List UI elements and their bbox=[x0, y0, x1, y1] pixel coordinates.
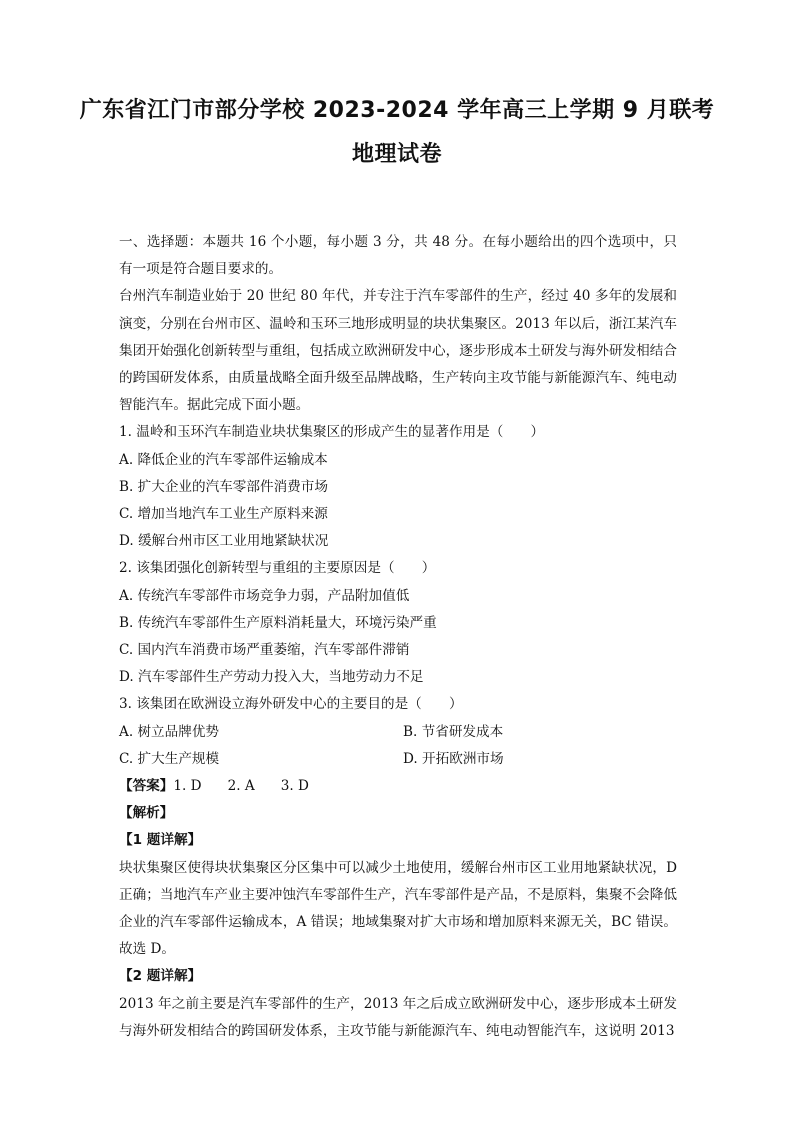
question-1-stem: 1. 温岭和玉环汽车制造业块状集聚区的形成产生的显著作用是（ ） bbox=[119, 424, 545, 441]
answer-2: 2. A bbox=[227, 778, 255, 795]
answer-label: 【答案】 bbox=[119, 778, 174, 795]
answer-line bbox=[119, 773, 677, 800]
question-2-option-d: D. 汽车零部件生产劳动力投入大，当地劳动力不足 bbox=[119, 669, 424, 686]
question-3-option-c: C. 扩大生产规模 bbox=[119, 750, 220, 767]
question-3-stem: 3. 该集团在欧洲设立海外研发中心的主要目的是（ ） bbox=[119, 696, 463, 713]
question-1-option-d: D. 缓解台州市区工业用地紧缺状况 bbox=[119, 533, 329, 550]
detail-1-label: 【1 题详解】 bbox=[119, 832, 202, 849]
question-1-option-c: C. 增加当地汽车工业生产原料来源 bbox=[119, 506, 328, 523]
question-3-option-a: A. 树立品牌优势 bbox=[119, 723, 220, 740]
detail-1-text: 块状集聚区使得块状集聚区分区集中可以减少土地使用，缓解台州市区工业用地紧缺状况，D 正确；当地汽车产业主要冲蚀汽车零部件生产，汽车零部件是产品，不是原料，集聚不会降低企业的汽车零部件运输成本，A 错误；地域集聚对扩大市场和增加原料来源无关，BC 错误。故选 D。 bbox=[119, 859, 677, 958]
question-3-options-row-1 bbox=[119, 719, 677, 746]
material-passage: 台州汽车制造业始于 20 世纪 80 年代，并专注于汽车零部件的生产，经过 40 多年的发展和演变，分别在台州市区、温岭和玉环三地形成明显的块状集聚区。2013 年以后，浙江某汽车集团开始强化创新转型与重组，包括成立欧洲研发中心，逐步形成本土研发与海外研发相结合的跨国研发体系，由质量战略全面升级至品牌战略，生产转向主攻节能与新能源汽车、纯电动智能汽车。据此完成下面小题。 bbox=[119, 288, 677, 414]
question-3-options-row-2 bbox=[119, 746, 677, 773]
question-2-option-b: B. 传统汽车零部件生产原料消耗量大，环境污染严重 bbox=[119, 614, 437, 631]
detail-2-label: 【2 题详解】 bbox=[119, 968, 202, 985]
question-1-option-b: B. 扩大企业的汽车零部件消费市场 bbox=[119, 478, 328, 495]
exam-body bbox=[119, 229, 677, 1045]
question-1-option-a: A. 降低企业的汽车零部件运输成本 bbox=[119, 451, 328, 468]
question-2-option-a: A. 传统汽车零部件市场竞争力弱，产品附加值低 bbox=[119, 587, 410, 604]
question-3-option-d: D. 开拓欧洲市场 bbox=[403, 750, 504, 767]
analysis-label: 【解析】 bbox=[119, 805, 174, 822]
question-2-option-c: C. 国内汽车消费市场严重萎缩，汽车零部件滞销 bbox=[119, 642, 410, 659]
section-header: 一、选择题：本题共 16 个小题，每小题 3 分，共 48 分。在每小题给出的四个选项中，只有一项是符合题目要求的。 bbox=[119, 234, 677, 278]
exam-subtitle: 地理试卷 bbox=[351, 142, 442, 167]
answer-3: 3. D bbox=[280, 778, 309, 795]
answer-1: 1. D bbox=[173, 778, 202, 795]
question-3-option-b: B. 节省研发成本 bbox=[403, 723, 504, 740]
question-2-stem: 2. 该集团强化创新转型与重组的主要原因是（ ） bbox=[119, 560, 436, 577]
exam-title: 广东省江门市部分学校 2023-2024 学年高三上学期 9 月联考 bbox=[79, 98, 715, 123]
detail-2-text: 2013 年之前主要是汽车零部件的生产，2013 年之后成立欧洲研发中心，逐步形成本土研发与海外研发相结合的跨国研发体系，主攻节能与新能源汽车、纯电动智能汽车，这说明 2013 bbox=[119, 995, 677, 1039]
